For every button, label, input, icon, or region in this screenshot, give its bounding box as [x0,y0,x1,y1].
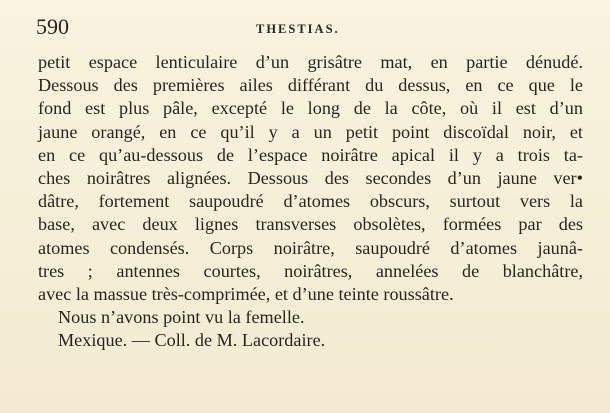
paragraph-female-note: Nous n’avons point vu la femelle. [58,307,305,328]
text-line: tres ; antennes courtes, noirâtres, annelées de blanchâtre, [38,260,583,281]
page-header [36,14,576,40]
text-line: ches noirâtres alignées. Dessous des secondes d’un jaune ver• [38,167,583,188]
text-line: jaune orangé, en ce qu’il y a un petit point discoïdal noir, et [38,121,583,142]
text-line: Dessous des premières ailes différant du dessus, en ce que le [38,75,583,96]
text-line: dâtre, fortement saupoudré d’atomes obscurs, surtout vers la [38,191,583,212]
text-line: petit espace lenticulaire d’un grisâtre mat, en partie dénudé. [38,52,583,72]
text-line: atomes condensés. Corps noirâtre, saupoudré d’atomes jaunâ- [38,237,583,258]
paragraph-locality: Mexique. — Coll. de M. Lacordaire. [58,330,326,351]
text-line: avec la massue très-comprimée, et d’une teinte roussâtre. [38,283,454,304]
running-title: THESTIAS. [256,22,340,36]
text-line: en ce qu’au-dessous de l’espace noirâtre apical il y a trois ta- [38,144,583,165]
body-text [38,51,583,352]
page-number: 590 [36,14,69,39]
text-line: base, avec deux lignes transverses obsolètes, formées par des [38,214,583,235]
text-line: fond est plus pâle, excepté le long de la côte, où il est d’un [38,98,583,119]
